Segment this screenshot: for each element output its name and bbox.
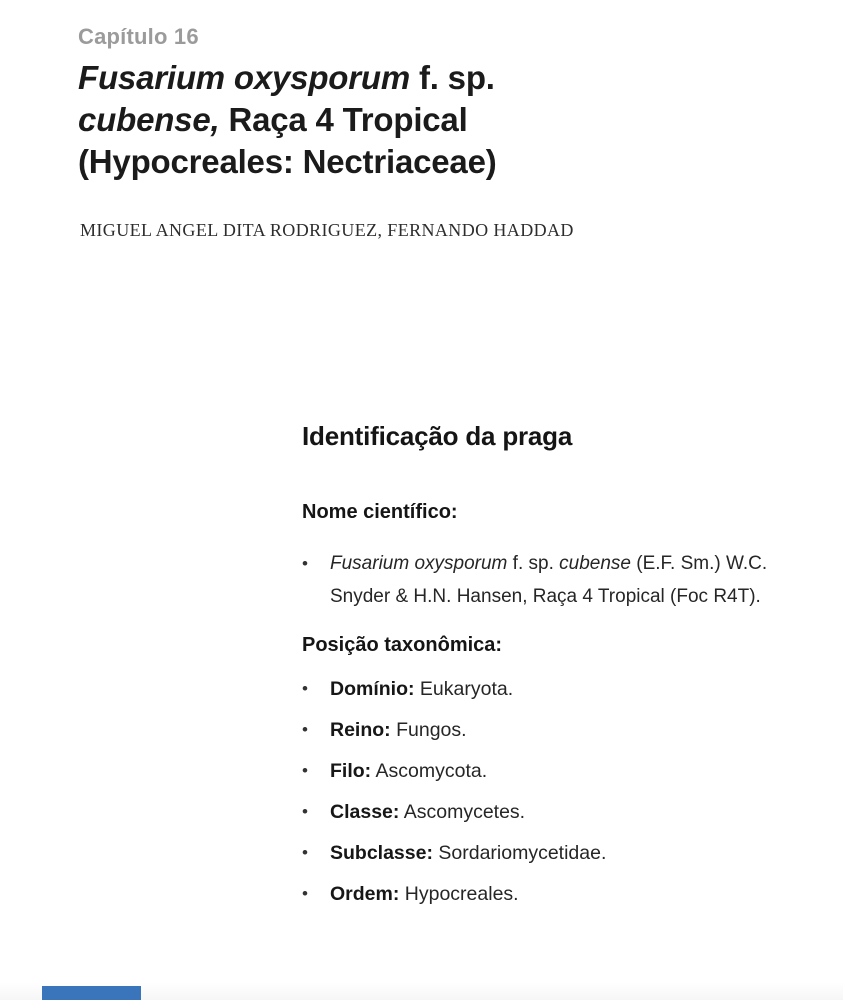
taxonomy-item-reino	[302, 719, 817, 741]
sci-cubense-italic: cubense	[559, 553, 631, 574]
bullet-icon: •	[302, 843, 308, 862]
taxonomy-value: Ascomycetes.	[403, 801, 526, 823]
taxonomy-value: Fungos.	[396, 719, 467, 741]
scientific-name-item	[302, 547, 817, 613]
title-race: Raça 4 Tropical	[228, 101, 468, 138]
taxonomy-label: Classe:	[330, 801, 400, 823]
bullet-icon: •	[302, 554, 308, 573]
chapter-number-label: Capítulo 16	[78, 24, 199, 49]
authors-line: MIGUEL ANGEL DITA RODRIGUEZ, FERNANDO HADDAD	[80, 220, 574, 240]
taxonomy-label: Subclasse:	[330, 842, 433, 864]
chapter-title	[78, 57, 698, 183]
sci-authority: (E.F. Sm.) W.C. Snyder & H.N. Hansen, Raça 4 Tropical (Foc R4T).	[330, 553, 768, 607]
title-cubense-italic: cubense,	[78, 101, 220, 138]
taxonomy-item-subclasse	[302, 842, 817, 864]
scientific-name-heading: Nome científico:	[302, 501, 458, 523]
bullet-icon: •	[302, 802, 308, 821]
section-heading: Identificação da praga	[302, 421, 573, 451]
taxonomy-item-dominio	[302, 678, 817, 700]
title-species-italic: Fusarium oxysporum	[78, 59, 410, 96]
title-order-family: (Hypocreales: Nectriaceae)	[78, 143, 497, 180]
taxonomy-label: Filo:	[330, 760, 372, 782]
bullet-icon: •	[302, 761, 308, 780]
title-forma-specialis: f. sp.	[418, 59, 495, 96]
bullet-icon: •	[302, 720, 308, 739]
taxonomy-value: Sordariomycetidae.	[438, 842, 607, 864]
taxonomy-item-classe	[302, 801, 817, 823]
main-content	[302, 421, 817, 924]
taxonomy-value: Hypocreales.	[404, 883, 519, 905]
chapter-header	[78, 24, 698, 183]
sci-genus-species-italic: Fusarium oxysporum	[330, 553, 508, 574]
taxonomy-value: Ascomycota.	[375, 760, 488, 782]
taxonomy-label: Reino:	[330, 719, 391, 741]
bullet-icon: •	[302, 679, 308, 698]
page-accent-bar	[42, 986, 141, 1000]
taxonomy-label: Ordem:	[330, 883, 400, 905]
taxonomy-label: Domínio:	[330, 678, 415, 700]
taxonomy-heading: Posição taxonômica:	[302, 634, 503, 656]
scientific-name-text	[330, 547, 817, 613]
taxonomy-value: Eukaryota.	[419, 678, 514, 700]
taxonomy-item-ordem	[302, 883, 817, 905]
bullet-icon: •	[302, 884, 308, 903]
sci-fsp: f. sp.	[512, 553, 554, 574]
taxonomy-list	[302, 678, 817, 905]
taxonomy-item-filo	[302, 760, 817, 782]
